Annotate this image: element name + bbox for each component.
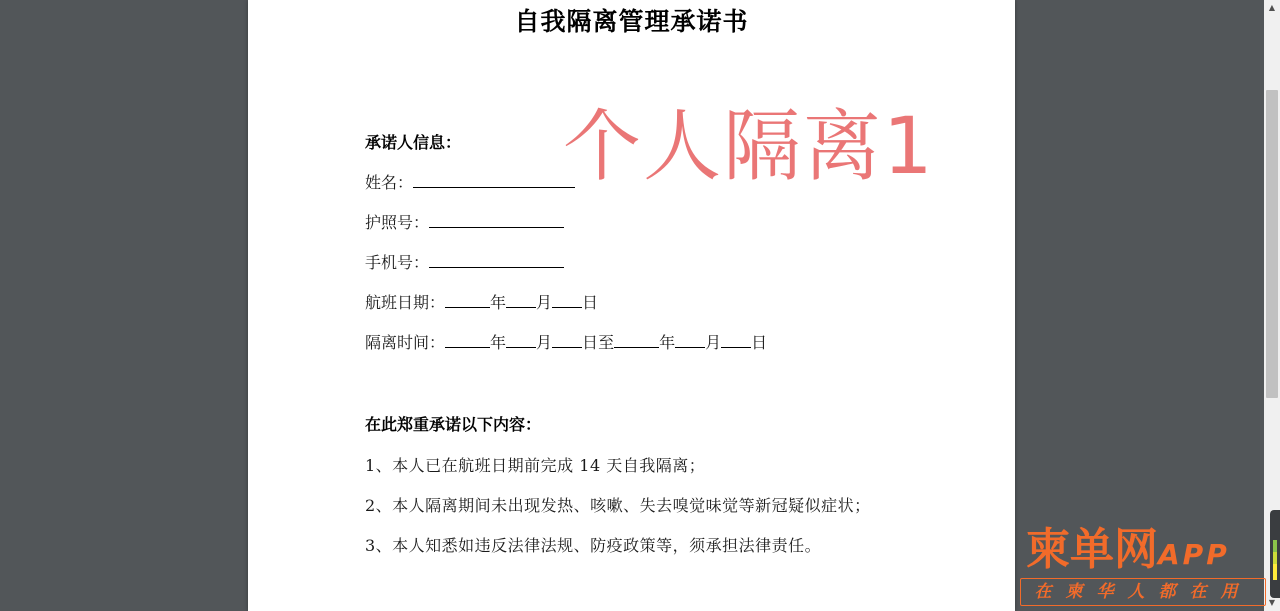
end-year-blank <box>614 330 659 348</box>
start-month-blank <box>506 330 536 348</box>
scrollbar-thumb[interactable] <box>1266 90 1278 398</box>
flight-day-unit: 日 <box>582 293 599 312</box>
end-day-unit: 日 <box>751 333 768 352</box>
phone-field <box>365 250 564 272</box>
brand-logo <box>1020 524 1268 608</box>
name-field <box>365 170 575 192</box>
phone-blank-line <box>429 250 564 268</box>
document-page <box>248 0 1015 611</box>
end-year-unit: 年 <box>659 333 676 352</box>
promise-item-2: 2、本人隔离期间未出现发热、咳嗽、失去嗅觉味觉等新冠疑似症状； <box>365 496 871 515</box>
flight-day-blank <box>552 290 582 308</box>
end-month-unit: 月 <box>705 333 722 352</box>
brand-name <box>1026 524 1230 581</box>
passport-field <box>365 210 564 232</box>
flight-date-field <box>365 290 598 312</box>
chevron-up-icon[interactable]: ▲ <box>1268 3 1276 12</box>
brand-slogan: 在柬华人都在用 <box>1020 578 1266 606</box>
flight-month-blank <box>506 290 536 308</box>
name-blank-line <box>413 170 575 188</box>
passport-label: 护照号： <box>365 213 430 232</box>
isolation-time-field <box>365 330 767 352</box>
promise-item-3: 3、本人知悉如违反法律法规、防疫政策等，须承担法律责任。 <box>365 536 822 555</box>
phone-label: 手机号： <box>365 253 430 272</box>
side-widget-tab[interactable] <box>1270 510 1280 598</box>
chevron-down-icon[interactable]: ▼ <box>1268 598 1276 607</box>
flight-year-unit: 年 <box>490 293 507 312</box>
start-year-unit: 年 <box>490 333 507 352</box>
flight-month-unit: 月 <box>536 293 553 312</box>
isolation-time-label: 隔离时间： <box>365 333 446 352</box>
watermark-text: 个人隔离1 <box>563 102 935 192</box>
flight-date-label: 航班日期： <box>365 293 446 312</box>
level-bars-icon <box>1273 540 1277 580</box>
passport-blank-line <box>429 210 564 228</box>
start-year-blank <box>445 330 490 348</box>
brand-app-text: APP <box>1158 538 1230 571</box>
info-heading: 承诺人信息： <box>365 133 462 152</box>
flight-year-blank <box>445 290 490 308</box>
promise-heading: 在此郑重承诺以下内容： <box>365 415 542 434</box>
name-label: 姓名： <box>365 173 414 192</box>
document-title: 自我隔离管理承诺书 <box>514 7 749 36</box>
brand-main-text: 柬单网 <box>1026 524 1158 575</box>
start-month-unit: 月 <box>536 333 553 352</box>
start-day-blank <box>552 330 582 348</box>
to-text: 至 <box>598 333 615 352</box>
end-day-blank <box>721 330 751 348</box>
end-month-blank <box>675 330 705 348</box>
promise-item-1: 1、本人已在航班日期前完成 14 天自我隔离； <box>365 456 706 475</box>
start-day-unit: 日 <box>582 333 599 352</box>
